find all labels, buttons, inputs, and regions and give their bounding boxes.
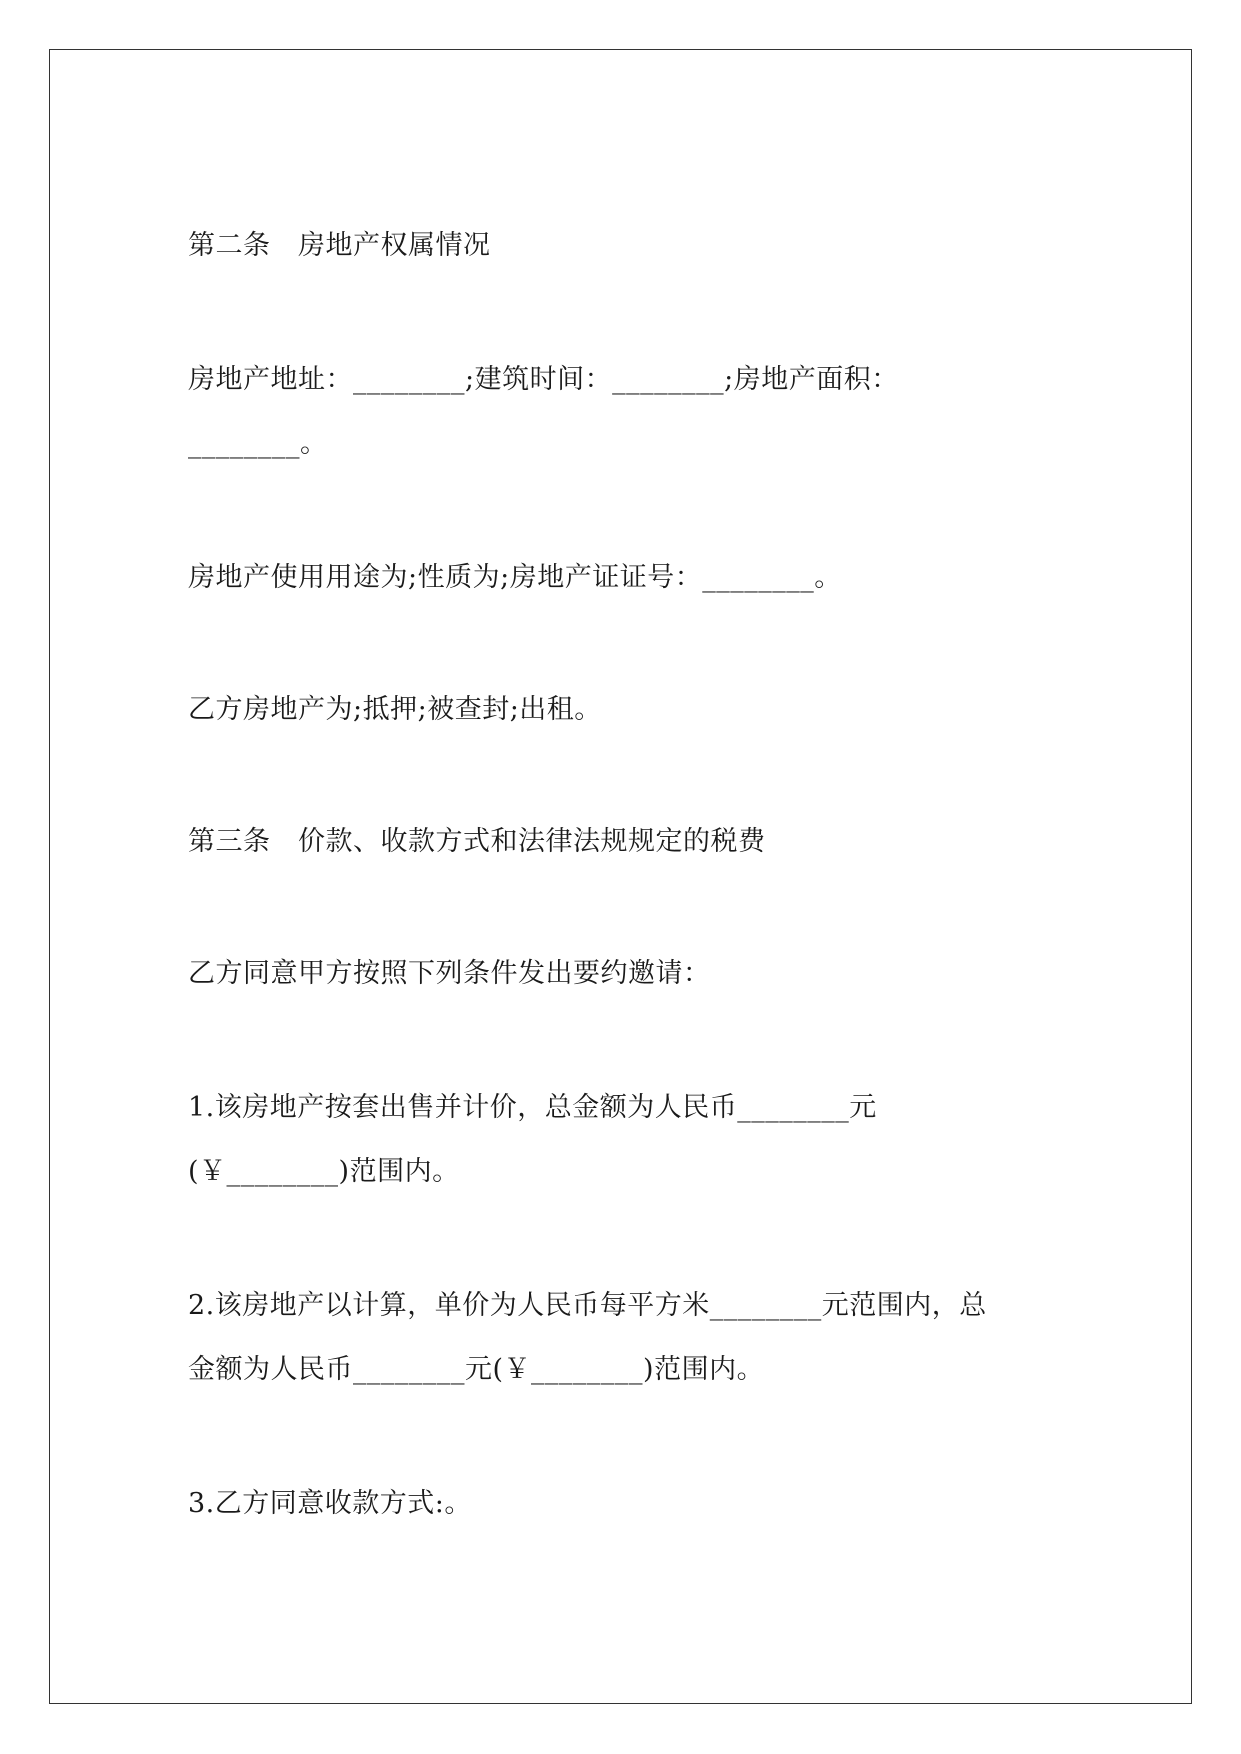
clause-2-line-1: 2.该房地产以计算，单价为人民币每平方米________元范围内，总: [188, 1290, 987, 1321]
clause-1-line-2: (￥________)范围内。: [188, 1156, 460, 1187]
property-area-line: ________。: [188, 428, 328, 459]
article-3-heading: 第三条 价款、收款方式和法律法规规定的税费: [188, 826, 766, 857]
clause-2-line-2: 金额为人民币________元(￥________)范围内。: [188, 1354, 765, 1385]
article-2-heading: 第二条 房地产权属情况: [188, 230, 491, 261]
property-usage-line: 房地产使用用途为;性质为;房地产证证号：________。: [188, 562, 842, 593]
offer-invitation-line: 乙方同意甲方按照下列条件发出要约邀请：: [188, 958, 711, 989]
clause-1-line-1: 1.该房地产按套出售并计价，总金额为人民币________元: [188, 1092, 877, 1123]
clause-3-line: 3.乙方同意收款方式:。: [188, 1488, 472, 1519]
property-status-line: 乙方房地产为;抵押;被查封;出租。: [188, 694, 602, 725]
property-address-line: 房地产地址：________;建筑时间：________;房地产面积：: [188, 364, 899, 395]
page-border: [49, 49, 1192, 1704]
